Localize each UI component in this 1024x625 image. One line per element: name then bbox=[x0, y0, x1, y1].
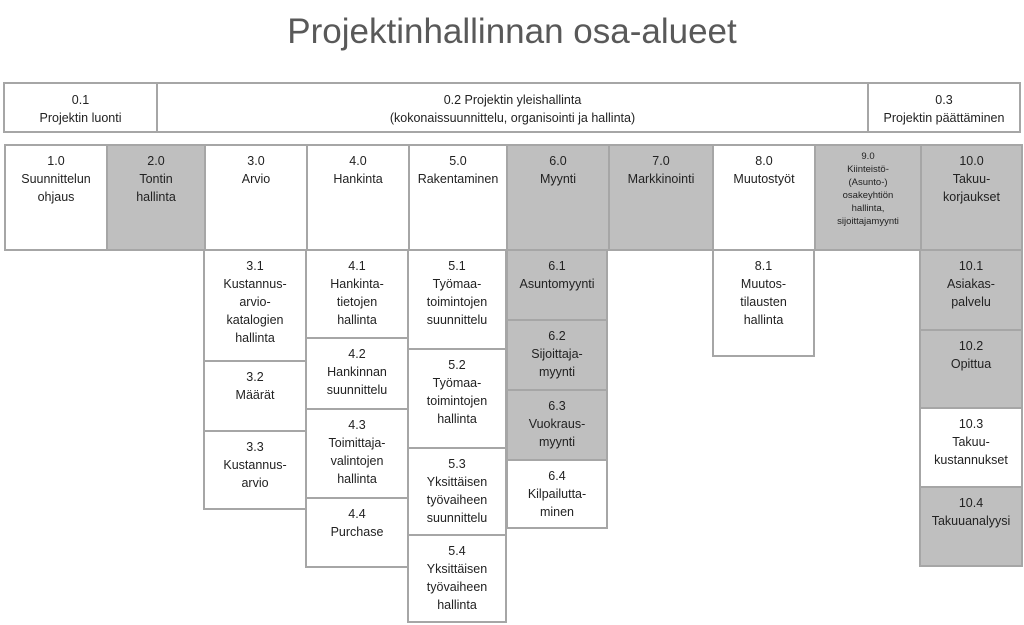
area-7: 7.0 Markkinointi bbox=[608, 144, 714, 251]
subarea-5-1: 5.1 Työmaa- toimintojen suunnittelu bbox=[407, 249, 507, 350]
area-2: 2.0 Tontin hallinta bbox=[106, 144, 206, 251]
area-8: 8.0 Muutostyöt bbox=[712, 144, 816, 251]
subarea-5-4: 5.4 Yksittäisen työvaiheen hallinta bbox=[407, 534, 507, 623]
subarea-4-4: 4.4 Purchase bbox=[305, 497, 409, 568]
subarea-3-3: 3.3 Kustannus- arvio bbox=[203, 430, 307, 510]
area-10: 10.0 Takuu- korjaukset bbox=[920, 144, 1023, 251]
subarea-6-4: 6.4 Kilpailutta- minen bbox=[506, 459, 608, 529]
subarea-4-1: 4.1 Hankinta- tietojen hallinta bbox=[305, 249, 409, 339]
subarea-10-2: 10.2 Opittua bbox=[919, 329, 1023, 409]
subarea-6-1: 6.1 Asuntomyynti bbox=[506, 249, 608, 321]
subarea-10-1: 10.1 Asiakas- palvelu bbox=[919, 249, 1023, 331]
subarea-3-2: 3.2 Määrät bbox=[203, 360, 307, 432]
subarea-5-3: 5.3 Yksittäisen työvaiheen suunnittelu bbox=[407, 447, 507, 536]
subarea-5-2: 5.2 Työmaa- toimintojen hallinta bbox=[407, 348, 507, 449]
area-1: 1.0 Suunnittelun ohjaus bbox=[4, 144, 108, 251]
subarea-4-3: 4.3 Toimittaja- valintojen hallinta bbox=[305, 408, 409, 499]
subarea-10-3: 10.3 Takuu- kustannukset bbox=[919, 407, 1023, 488]
subarea-3-1: 3.1 Kustannus- arvio- katalogien hallinta bbox=[203, 249, 307, 362]
area-9: 9.0 Kiinteistö- (Asunto-) osakeyhtiön hallinta, sijoittajamyynti bbox=[814, 144, 922, 251]
subarea-6-2: 6.2 Sijoittaja- myynti bbox=[506, 319, 608, 391]
subarea-10-4: 10.4 Takuuanalyysi bbox=[919, 486, 1023, 567]
area-5: 5.0 Rakentaminen bbox=[408, 144, 508, 251]
subarea-4-2: 4.2 Hankinnan suunnittelu bbox=[305, 337, 409, 410]
diagram-title: Projektinhallinnan osa-alueet bbox=[287, 12, 737, 51]
area-4: 4.0 Hankinta bbox=[306, 144, 410, 251]
phase-0-2: 0.2 Projektin yleishallinta (kokonaissuunnittelu, organisointi ja hallinta) bbox=[156, 82, 869, 133]
phase-0-3: 0.3 Projektin päättäminen bbox=[867, 82, 1021, 133]
subarea-6-3: 6.3 Vuokraus- myynti bbox=[506, 389, 608, 461]
area-3: 3.0 Arvio bbox=[204, 144, 308, 251]
area-6: 6.0 Myynti bbox=[506, 144, 610, 251]
phase-0-1: 0.1 Projektin luonti bbox=[3, 82, 158, 133]
subarea-8-1: 8.1 Muutos- tilausten hallinta bbox=[712, 249, 815, 357]
